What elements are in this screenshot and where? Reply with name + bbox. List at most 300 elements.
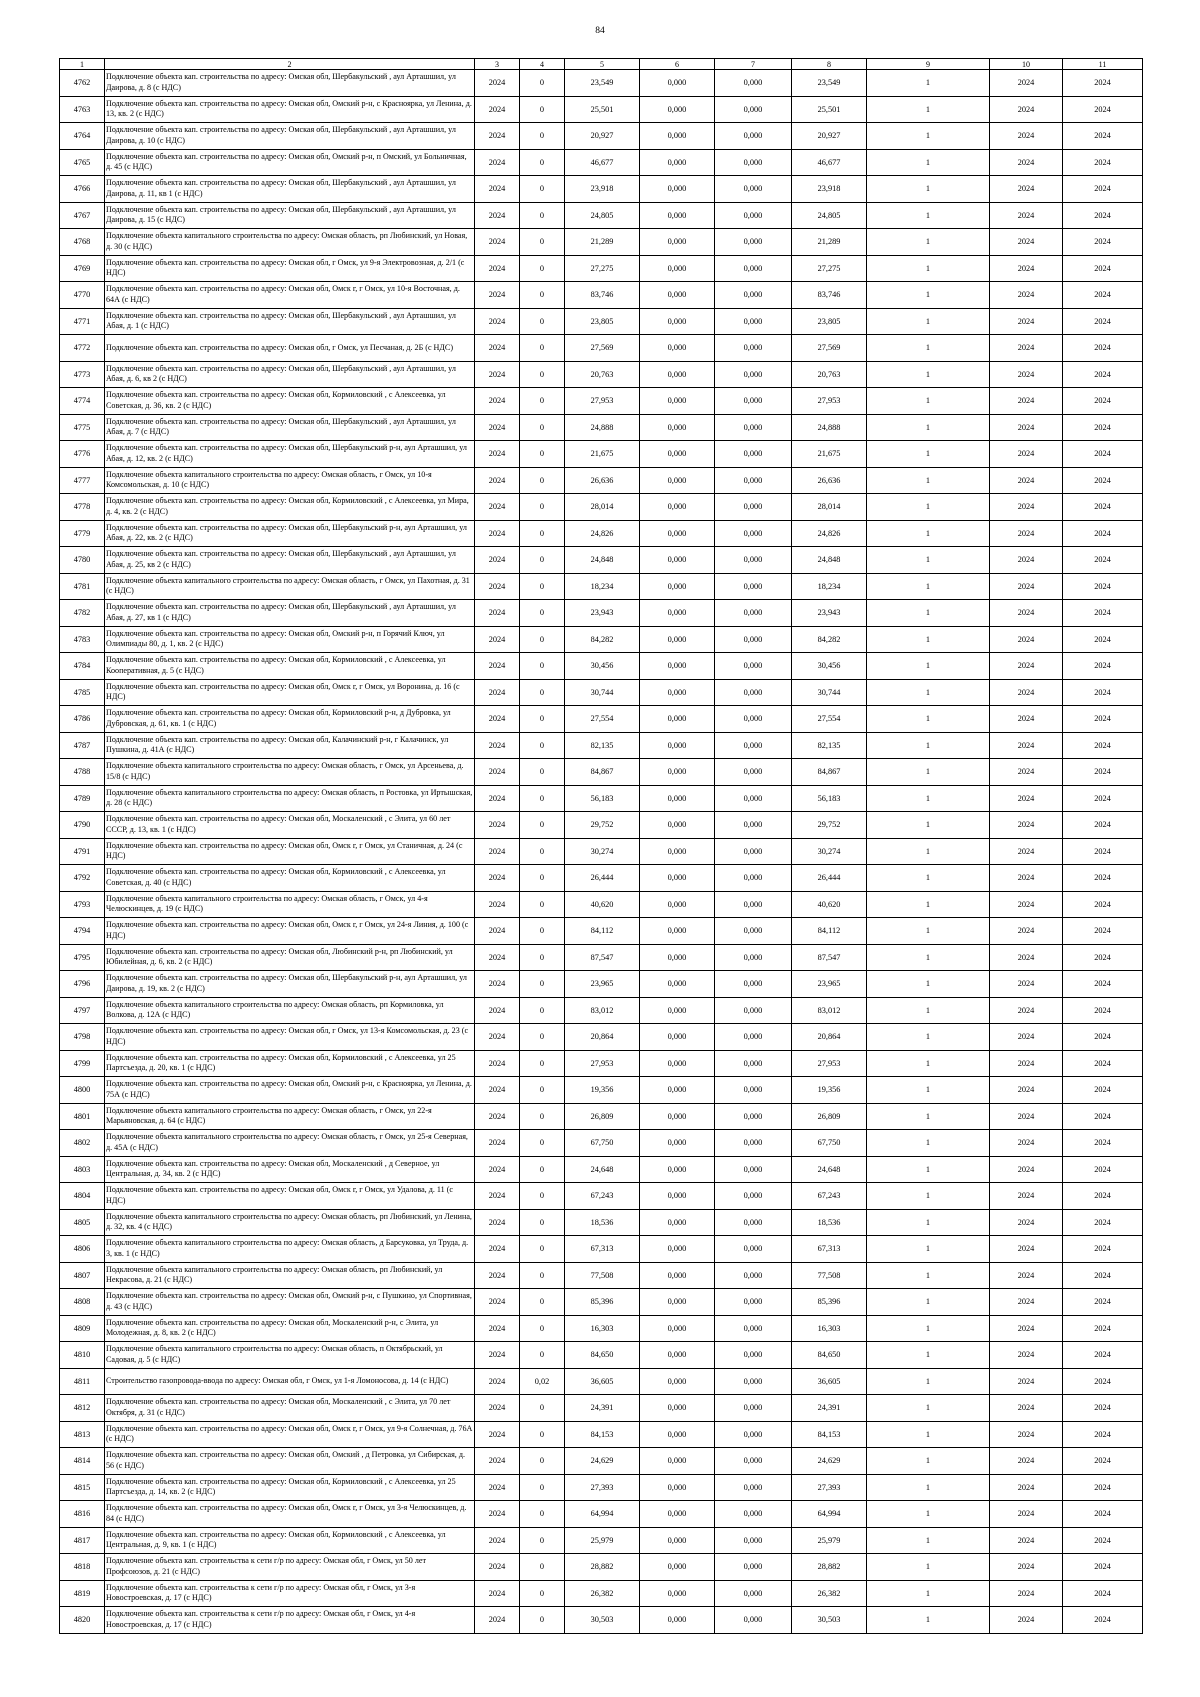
value-cell: 19,356 <box>792 1077 867 1104</box>
value-cell: 2024 <box>1063 1474 1143 1501</box>
table-row <box>60 653 1143 680</box>
value-cell: 28,014 <box>792 494 867 521</box>
value-cell: 1 <box>867 388 990 415</box>
value-cell: 23,549 <box>565 70 640 97</box>
value-cell: 2024 <box>990 335 1063 362</box>
value-cell: 1 <box>867 1554 990 1581</box>
value-cell: 2024 <box>475 759 520 786</box>
column-header: 7 <box>715 59 792 70</box>
value-cell: 27,953 <box>565 1050 640 1077</box>
value-cell: 0,000 <box>640 1395 715 1422</box>
table-row <box>60 414 1143 441</box>
value-cell: 0 <box>520 1448 565 1475</box>
value-cell: 2024 <box>475 361 520 388</box>
value-cell: 2024 <box>990 997 1063 1024</box>
description-cell: Подключение объекта кап. строительства по адресу: Омская обл, Омск г, г Омск, ул Воронина, д. 16 (с НДС) <box>105 679 475 706</box>
value-cell: 0,000 <box>715 997 792 1024</box>
value-cell: 0,000 <box>715 1183 792 1210</box>
value-cell: 2024 <box>990 96 1063 123</box>
row-number-cell: 4819 <box>60 1580 105 1607</box>
table-row <box>60 785 1143 812</box>
page-number: 84 <box>595 26 605 36</box>
value-cell: 2024 <box>990 441 1063 468</box>
value-cell: 0 <box>520 335 565 362</box>
value-cell: 0,000 <box>715 1050 792 1077</box>
value-cell: 0,000 <box>640 70 715 97</box>
column-header: 1 <box>60 59 105 70</box>
description-cell: Подключение объекта кап. строительства по адресу: Омская обл, Омский р-н, с Красноярка, ул Ленина, д. 13, кв. 2 (с НДС) <box>105 96 475 123</box>
value-cell: 0,000 <box>715 600 792 627</box>
value-cell: 0,000 <box>715 1395 792 1422</box>
value-cell: 1 <box>867 520 990 547</box>
value-cell: 0 <box>520 1236 565 1263</box>
value-cell: 0,000 <box>715 149 792 176</box>
value-cell: 27,569 <box>792 335 867 362</box>
value-cell: 0,000 <box>715 626 792 653</box>
value-cell: 2024 <box>1063 1050 1143 1077</box>
row-number-cell: 4817 <box>60 1527 105 1554</box>
value-cell: 0 <box>520 1580 565 1607</box>
value-cell: 27,953 <box>565 388 640 415</box>
value-cell: 0,000 <box>640 1474 715 1501</box>
value-cell: 30,274 <box>792 838 867 865</box>
description-cell: Подключение объекта кап. строительства по адресу: Омская обл, Калачинский р-н, г Калачинск, ул Пушкина, д. 41А (с НДС) <box>105 732 475 759</box>
description-cell: Подключение объекта кап. строительства по адресу: Омская обл, Кормиловский , с Алексеевка, ул Кооперативная, д. 5 (с НДС) <box>105 653 475 680</box>
value-cell: 2024 <box>1063 1580 1143 1607</box>
value-cell: 0,000 <box>715 202 792 229</box>
value-cell: 2024 <box>475 1368 520 1395</box>
value-cell: 1 <box>867 1342 990 1369</box>
row-number-cell: 4804 <box>60 1183 105 1210</box>
value-cell: 82,135 <box>565 732 640 759</box>
table-row <box>60 1607 1143 1634</box>
value-cell: 2024 <box>475 1474 520 1501</box>
value-cell: 2024 <box>990 1103 1063 1130</box>
value-cell: 0,000 <box>640 1501 715 1528</box>
value-cell: 0 <box>520 1474 565 1501</box>
description-cell: Подключение объекта капитального строительства по адресу: Омская область, г Омск, ул 4-я Челюскинцев, д. 19 (с НДС) <box>105 891 475 918</box>
value-cell: 0,000 <box>715 1421 792 1448</box>
value-cell: 0,000 <box>715 123 792 150</box>
value-cell: 27,554 <box>792 706 867 733</box>
row-number-cell: 4796 <box>60 971 105 998</box>
value-cell: 2024 <box>1063 1554 1143 1581</box>
value-cell: 2024 <box>1063 997 1143 1024</box>
value-cell: 30,503 <box>565 1607 640 1634</box>
value-cell: 0,000 <box>715 1474 792 1501</box>
description-cell: Подключение объекта капитального строительства по адресу: Омская область, рп Любинский, ул Некрасова, д. 21 (с НДС) <box>105 1262 475 1289</box>
value-cell: 1 <box>867 1501 990 1528</box>
value-cell: 0,000 <box>715 891 792 918</box>
value-cell: 0 <box>520 865 565 892</box>
column-header: 2 <box>105 59 475 70</box>
value-cell: 2024 <box>475 1342 520 1369</box>
value-cell: 26,636 <box>565 467 640 494</box>
value-cell: 2024 <box>990 547 1063 574</box>
value-cell: 0,000 <box>640 1236 715 1263</box>
value-cell: 27,953 <box>792 388 867 415</box>
value-cell: 24,391 <box>792 1395 867 1422</box>
value-cell: 77,508 <box>565 1262 640 1289</box>
value-cell: 1 <box>867 1024 990 1051</box>
description-cell: Подключение объекта кап. строительства по адресу: Омская обл, Омский р-н, с Пушкино, ул Спортивная, д. 43 (с НДС) <box>105 1289 475 1316</box>
value-cell: 1 <box>867 812 990 839</box>
value-cell: 0 <box>520 202 565 229</box>
value-cell: 1 <box>867 653 990 680</box>
table-row <box>60 1315 1143 1342</box>
description-cell: Подключение объекта кап. строительства по адресу: Омская обл, Омск г, г Омск, ул 3-я Челюскинцев, д. 84 (с НДС) <box>105 1501 475 1528</box>
value-cell: 1 <box>867 1077 990 1104</box>
value-cell: 1 <box>867 1183 990 1210</box>
value-cell: 0 <box>520 785 565 812</box>
table-row <box>60 1156 1143 1183</box>
description-cell: Подключение объекта кап. строительства по адресу: Омская обл, Кормиловский , с Алексеевка, ул Мира, д. 4, кв. 2 (с НДС) <box>105 494 475 521</box>
value-cell: 84,867 <box>565 759 640 786</box>
value-cell: 83,012 <box>792 997 867 1024</box>
description-cell: Подключение объекта кап. строительства по адресу: Омская обл, Шербакульский , аул Арташшил, ул Абая, д. 25, кв 2 (с НДС) <box>105 547 475 574</box>
value-cell: 0,000 <box>640 388 715 415</box>
value-cell: 0,000 <box>640 785 715 812</box>
value-cell: 0 <box>520 361 565 388</box>
value-cell: 0 <box>520 1183 565 1210</box>
value-cell: 30,744 <box>565 679 640 706</box>
value-cell: 2024 <box>475 1050 520 1077</box>
value-cell: 2024 <box>475 1209 520 1236</box>
table-row <box>60 308 1143 335</box>
row-number-cell: 4790 <box>60 812 105 839</box>
value-cell: 2024 <box>475 600 520 627</box>
row-number-cell: 4795 <box>60 944 105 971</box>
value-cell: 2024 <box>990 467 1063 494</box>
description-cell: Подключение объекта кап. строительства по адресу: Омская обл, Москаленский р-н, с Элита, ул Молодежная, д. 8, кв. 2 (с НДС) <box>105 1315 475 1342</box>
description-cell: Подключение объекта кап. строительства по адресу: Омская обл, г Омск, ул 9-я Электровозная, д. 2/1 (с НДС) <box>105 255 475 282</box>
row-number-cell: 4788 <box>60 759 105 786</box>
value-cell: 77,508 <box>792 1262 867 1289</box>
column-header: 8 <box>792 59 867 70</box>
value-cell: 0,000 <box>715 1130 792 1157</box>
value-cell: 0 <box>520 1262 565 1289</box>
value-cell: 2024 <box>1063 626 1143 653</box>
value-cell: 2024 <box>475 1501 520 1528</box>
row-number-cell: 4789 <box>60 785 105 812</box>
value-cell: 2024 <box>990 812 1063 839</box>
row-number-cell: 4805 <box>60 1209 105 1236</box>
value-cell: 27,393 <box>792 1474 867 1501</box>
value-cell: 2024 <box>1063 706 1143 733</box>
value-cell: 0,000 <box>640 1289 715 1316</box>
table-row <box>60 573 1143 600</box>
table-row <box>60 812 1143 839</box>
row-number-cell: 4776 <box>60 441 105 468</box>
value-cell: 2024 <box>990 229 1063 256</box>
value-cell: 2024 <box>475 308 520 335</box>
value-cell: 0,000 <box>715 759 792 786</box>
value-cell: 0,000 <box>715 1315 792 1342</box>
table-row <box>60 520 1143 547</box>
description-cell: Подключение объекта капитального строительства по адресу: Омская область, г Омск, ул Пахотная, д. 31 (с НДС) <box>105 573 475 600</box>
table-row <box>60 467 1143 494</box>
value-cell: 0,000 <box>715 1262 792 1289</box>
value-cell: 1 <box>867 997 990 1024</box>
value-cell: 0,000 <box>640 361 715 388</box>
value-cell: 2024 <box>475 918 520 945</box>
value-cell: 0,000 <box>640 1580 715 1607</box>
value-cell: 2024 <box>990 1262 1063 1289</box>
value-cell: 2024 <box>1063 547 1143 574</box>
value-cell: 2024 <box>990 706 1063 733</box>
value-cell: 0 <box>520 1527 565 1554</box>
value-cell: 2024 <box>475 1262 520 1289</box>
value-cell: 2024 <box>1063 785 1143 812</box>
value-cell: 20,927 <box>792 123 867 150</box>
value-cell: 21,675 <box>792 441 867 468</box>
value-cell: 0,000 <box>715 1077 792 1104</box>
value-cell: 23,965 <box>792 971 867 998</box>
value-cell: 2024 <box>1063 918 1143 945</box>
table-row <box>60 1050 1143 1077</box>
value-cell: 1 <box>867 1209 990 1236</box>
value-cell: 28,882 <box>565 1554 640 1581</box>
value-cell: 2024 <box>1063 838 1143 865</box>
value-cell: 2024 <box>475 1607 520 1634</box>
value-cell: 2024 <box>1063 1315 1143 1342</box>
row-number-cell: 4799 <box>60 1050 105 1077</box>
row-number-cell: 4779 <box>60 520 105 547</box>
value-cell: 0,000 <box>715 1501 792 1528</box>
value-cell: 84,153 <box>565 1421 640 1448</box>
value-cell: 2024 <box>990 1315 1063 1342</box>
value-cell: 0,000 <box>715 229 792 256</box>
value-cell: 2024 <box>1063 467 1143 494</box>
value-cell: 2024 <box>990 1156 1063 1183</box>
value-cell: 2024 <box>990 520 1063 547</box>
value-cell: 2024 <box>475 282 520 309</box>
value-cell: 18,234 <box>792 573 867 600</box>
value-cell: 83,012 <box>565 997 640 1024</box>
table-row <box>60 1262 1143 1289</box>
value-cell: 2024 <box>990 494 1063 521</box>
table-row <box>60 388 1143 415</box>
value-cell: 26,636 <box>792 467 867 494</box>
value-cell: 0,000 <box>640 1315 715 1342</box>
table-row <box>60 1236 1143 1263</box>
value-cell: 0 <box>520 653 565 680</box>
value-cell: 0 <box>520 1501 565 1528</box>
value-cell: 0,000 <box>715 1554 792 1581</box>
value-cell: 0,000 <box>715 1156 792 1183</box>
value-cell: 36,605 <box>565 1368 640 1395</box>
value-cell: 20,763 <box>792 361 867 388</box>
value-cell: 1 <box>867 149 990 176</box>
value-cell: 16,303 <box>565 1315 640 1342</box>
value-cell: 2024 <box>1063 1342 1143 1369</box>
value-cell: 82,135 <box>792 732 867 759</box>
description-cell: Подключение объекта кап. строительства по адресу: Омская обл, Омск г, г Омск, ул Удалова, д. 11 (с НДС) <box>105 1183 475 1210</box>
value-cell: 84,153 <box>792 1421 867 1448</box>
value-cell: 56,183 <box>565 785 640 812</box>
description-cell: Подключение объекта кап. строительства по адресу: Омская обл, Шербакульский , аул Арташшил, ул Даирова, д. 15 (с НДС) <box>105 202 475 229</box>
value-cell: 2024 <box>990 149 1063 176</box>
value-cell: 24,629 <box>565 1448 640 1475</box>
value-cell: 30,456 <box>565 653 640 680</box>
table-row <box>60 547 1143 574</box>
value-cell: 0,000 <box>715 573 792 600</box>
value-cell: 18,536 <box>565 1209 640 1236</box>
row-number-cell: 4801 <box>60 1103 105 1130</box>
value-cell: 0 <box>520 1156 565 1183</box>
value-cell: 2024 <box>475 388 520 415</box>
value-cell: 0 <box>520 520 565 547</box>
value-cell: 67,313 <box>792 1236 867 1263</box>
table-row <box>60 891 1143 918</box>
table-row <box>60 944 1143 971</box>
row-number-cell: 4780 <box>60 547 105 574</box>
description-cell: Подключение объекта кап. строительства по адресу: Омская обл, Омск г, г Омск, ул 9-я Солнечная, д. 76А (с НДС) <box>105 1421 475 1448</box>
value-cell: 0 <box>520 123 565 150</box>
value-cell: 0 <box>520 626 565 653</box>
value-cell: 2024 <box>1063 202 1143 229</box>
value-cell: 20,927 <box>565 123 640 150</box>
value-cell: 2024 <box>475 1448 520 1475</box>
description-cell: Подключение объекта кап. строительства по адресу: Омская обл, Омский , д Петровка, ул Сибирская, д. 56 (с НДС) <box>105 1448 475 1475</box>
value-cell: 0,000 <box>640 838 715 865</box>
value-cell: 20,864 <box>792 1024 867 1051</box>
value-cell: 2024 <box>475 626 520 653</box>
row-number-cell: 4792 <box>60 865 105 892</box>
value-cell: 24,629 <box>792 1448 867 1475</box>
value-cell: 21,289 <box>792 229 867 256</box>
description-cell: Подключение объекта кап. строительства по адресу: Омская обл, Омск г, г Омск, ул 10-я Восточная, д. 64А (с НДС) <box>105 282 475 309</box>
value-cell: 2024 <box>990 653 1063 680</box>
value-cell: 24,805 <box>565 202 640 229</box>
value-cell: 29,752 <box>792 812 867 839</box>
value-cell: 2024 <box>475 176 520 203</box>
description-cell: Подключение объекта кап. строительства по адресу: Омская обл, Кормиловский р-н, д Дубровка, ул Дубровская, д. 61, кв. 1 (с НДС) <box>105 706 475 733</box>
row-number-cell: 4775 <box>60 414 105 441</box>
value-cell: 46,677 <box>565 149 640 176</box>
value-cell: 20,763 <box>565 361 640 388</box>
value-cell: 84,650 <box>792 1342 867 1369</box>
value-cell: 2024 <box>990 1421 1063 1448</box>
value-cell: 2024 <box>990 1501 1063 1528</box>
row-number-cell: 4816 <box>60 1501 105 1528</box>
value-cell: 0,000 <box>715 1103 792 1130</box>
value-cell: 2024 <box>990 282 1063 309</box>
value-cell: 2024 <box>1063 1395 1143 1422</box>
value-cell: 2024 <box>990 1395 1063 1422</box>
table-row <box>60 1183 1143 1210</box>
value-cell: 26,382 <box>565 1580 640 1607</box>
value-cell: 0,000 <box>715 653 792 680</box>
value-cell: 0 <box>520 70 565 97</box>
table-row <box>60 229 1143 256</box>
value-cell: 0 <box>520 971 565 998</box>
value-cell: 2024 <box>475 1103 520 1130</box>
table-row <box>60 971 1143 998</box>
value-cell: 0 <box>520 1103 565 1130</box>
value-cell: 1 <box>867 891 990 918</box>
value-cell: 2024 <box>1063 96 1143 123</box>
value-cell: 23,549 <box>792 70 867 97</box>
value-cell: 2024 <box>1063 441 1143 468</box>
value-cell: 0,000 <box>640 202 715 229</box>
value-cell: 0,000 <box>715 732 792 759</box>
row-number-cell: 4778 <box>60 494 105 521</box>
table-header-row <box>60 59 1143 70</box>
value-cell: 0,000 <box>640 1554 715 1581</box>
row-number-cell: 4800 <box>60 1077 105 1104</box>
value-cell: 2024 <box>990 1289 1063 1316</box>
value-cell: 67,750 <box>792 1130 867 1157</box>
value-cell: 2024 <box>990 944 1063 971</box>
value-cell: 1 <box>867 123 990 150</box>
value-cell: 1 <box>867 971 990 998</box>
table-row <box>60 918 1143 945</box>
value-cell: 0,000 <box>715 255 792 282</box>
value-cell: 2024 <box>475 1580 520 1607</box>
row-number-cell: 4769 <box>60 255 105 282</box>
description-cell: Подключение объекта кап. строительства по адресу: Омская обл, Москаленский , д Северное, ул Центральная, д. 34, кв. 2 (с НДС) <box>105 1156 475 1183</box>
value-cell: 23,943 <box>792 600 867 627</box>
description-cell: Подключение объекта кап. строительства по адресу: Омская обл, Любинский р-н, рп Любинский, ул Юбилейная, д. 6, кв. 2 (с НДС) <box>105 944 475 971</box>
description-cell: Подключение объекта кап. строительства по адресу: Омская обл, Шербакульский , аул Арташшил, ул Даирова, д. 10 (с НДС) <box>105 123 475 150</box>
row-number-cell: 4771 <box>60 308 105 335</box>
value-cell: 2024 <box>1063 414 1143 441</box>
table-row <box>60 96 1143 123</box>
value-cell: 2024 <box>1063 361 1143 388</box>
value-cell: 85,396 <box>792 1289 867 1316</box>
value-cell: 24,848 <box>792 547 867 574</box>
value-cell: 1 <box>867 282 990 309</box>
row-number-cell: 4773 <box>60 361 105 388</box>
value-cell: 28,882 <box>792 1554 867 1581</box>
description-cell: Подключение объекта кап. строительства по адресу: Омская обл, г Омск, ул Песчаная, д. 2Б (с НДС) <box>105 335 475 362</box>
value-cell: 87,547 <box>565 944 640 971</box>
value-cell: 2024 <box>1063 1156 1143 1183</box>
value-cell: 1 <box>867 96 990 123</box>
value-cell: 0 <box>520 547 565 574</box>
table-row <box>60 1368 1143 1395</box>
value-cell: 0 <box>520 1050 565 1077</box>
value-cell: 46,677 <box>792 149 867 176</box>
value-cell: 23,805 <box>565 308 640 335</box>
value-cell: 0 <box>520 494 565 521</box>
value-cell: 2024 <box>990 1607 1063 1634</box>
value-cell: 2024 <box>475 812 520 839</box>
description-cell: Подключение объекта кап. строительства по адресу: Омская обл, Омский р-н, п Горячий Ключ, ул Олимпиады 80, д. 1, кв. 2 (с НДС) <box>105 626 475 653</box>
description-cell: Подключение объекта капитального строительства по адресу: Омская область, п Ростовка, ул Иртышская, д. 28 (с НДС) <box>105 785 475 812</box>
table-row <box>60 759 1143 786</box>
description-cell: Строительство газопровода-ввода по адресу: Омская обл, г Омск, ул 1-я Ломоносова, д. 14 (с НДС) <box>105 1368 475 1395</box>
value-cell: 2024 <box>990 891 1063 918</box>
column-header: 3 <box>475 59 520 70</box>
value-cell: 0,000 <box>715 494 792 521</box>
value-cell: 67,243 <box>565 1183 640 1210</box>
value-cell: 0,000 <box>640 335 715 362</box>
value-cell: 2024 <box>475 706 520 733</box>
value-cell: 2024 <box>1063 520 1143 547</box>
value-cell: 24,648 <box>565 1156 640 1183</box>
value-cell: 2024 <box>1063 335 1143 362</box>
table-row <box>60 70 1143 97</box>
value-cell: 1 <box>867 1474 990 1501</box>
value-cell: 0 <box>520 176 565 203</box>
value-cell: 1 <box>867 1368 990 1395</box>
value-cell: 0,000 <box>640 176 715 203</box>
description-cell: Подключение объекта кап. строительства по адресу: Омская обл, Омск г, г Омск, ул Станичная, д. 24 (с НДС) <box>105 838 475 865</box>
value-cell: 1 <box>867 600 990 627</box>
value-cell: 2024 <box>475 70 520 97</box>
